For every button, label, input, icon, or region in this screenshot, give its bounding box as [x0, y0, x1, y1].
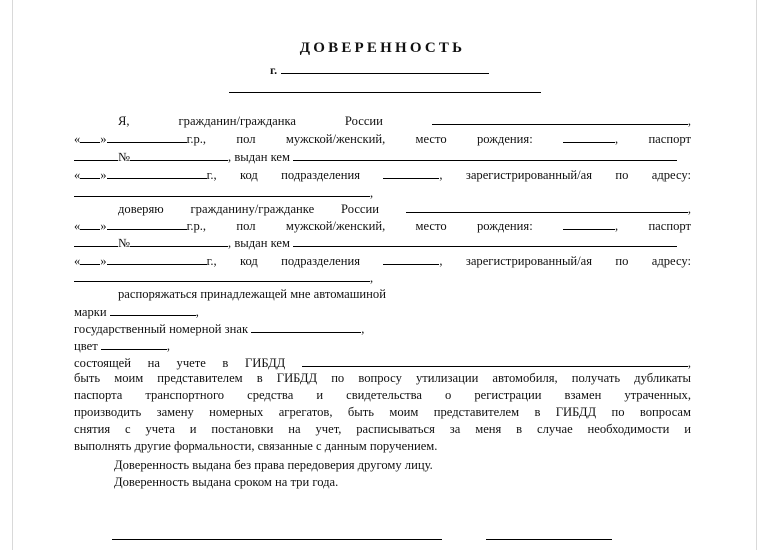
car-brand-line: марки ,: [74, 302, 691, 320]
page-right-edge: [756, 0, 757, 550]
principal-line-3: № , выдан кем: [74, 147, 691, 165]
agent-issue-month-field[interactable]: [107, 251, 207, 265]
principal-address-field[interactable]: [74, 183, 370, 197]
agent-passport-series-field[interactable]: [74, 233, 118, 247]
city-field[interactable]: [281, 62, 489, 74]
document-title: ДОВЕРЕННОСТЬ: [299, 40, 466, 56]
powers-line-5: выполнять другие формальности, связанные с данным поручением.: [74, 439, 438, 453]
city-row: [270, 62, 489, 78]
agent-line-3: № , выдан кем: [74, 233, 691, 251]
agent-name-field[interactable]: [406, 199, 688, 213]
agent-line-2: « » г.р., пол мужской/женский, место рождения: , паспорт: [74, 216, 691, 234]
principal-line-5: ,: [74, 183, 691, 201]
agent-line-5: ,: [74, 268, 691, 286]
car-brand-field[interactable]: [110, 302, 196, 316]
powers-line-2: паспорта транспортного средства и свидетельства о регистрации взамен утраченных,: [74, 388, 691, 402]
agent-birth-day-field[interactable]: [80, 216, 100, 230]
power-of-attorney-document: [74, 0, 691, 550]
powers-line-3: производить замену номерных агрегатов, быть моим представителем в ГИБДД по вопросам: [74, 405, 691, 419]
agent-line-1: доверяю гражданину/гражданке России ,: [74, 199, 691, 217]
car-registration-line: состоящей на учете в ГИБДД ,: [74, 353, 691, 371]
powers-line-1: быть моим представителем в ГИБДД по вопросу утилизации автомобиля, получать дубликаты: [74, 371, 691, 385]
agent-address-field[interactable]: [74, 268, 370, 282]
principal-issue-month-field[interactable]: [107, 165, 207, 179]
gibdd-department-field[interactable]: [302, 353, 688, 367]
principal-name-field[interactable]: [432, 111, 688, 125]
agent-passport-number-field[interactable]: [130, 233, 228, 247]
powers-paragraph: [74, 370, 691, 455]
principal-issue-day-field[interactable]: [80, 165, 100, 179]
principal-passport-series-field[interactable]: [74, 147, 118, 161]
agent-birthplace-field[interactable]: [563, 216, 615, 230]
date-field-line[interactable]: [229, 92, 541, 93]
validity-clause: Доверенность выдана сроком на три года.: [114, 475, 339, 489]
agent-birth-month-field[interactable]: [107, 216, 187, 230]
principal-passport-number-field[interactable]: [130, 147, 228, 161]
agent-issued-by-field[interactable]: [293, 233, 677, 247]
agent-line-4: « » г., код подразделения , зарегистрированный/ая по адресу:: [74, 251, 691, 269]
signature-line[interactable]: [486, 539, 612, 540]
car-color-field[interactable]: [101, 336, 167, 350]
car-plate-line: государственный номерной знак ,: [74, 319, 691, 337]
agent-issue-day-field[interactable]: [80, 251, 100, 265]
principal-birth-day-field[interactable]: [80, 129, 100, 143]
principal-line-1: Я, гражданин/гражданка России ,: [74, 111, 691, 129]
city-prefix: г.: [270, 63, 278, 77]
agent-division-code-field[interactable]: [383, 251, 439, 265]
no-delegation-clause: Доверенность выдана без права передоверия другому лицу.: [114, 458, 433, 472]
car-color-line: цвет ,: [74, 336, 691, 354]
dispose-car-line: распоряжаться принадлежащей мне автомашиной: [118, 287, 386, 301]
principal-birth-month-field[interactable]: [107, 129, 187, 143]
principal-birthplace-field[interactable]: [563, 129, 615, 143]
page-left-edge: [12, 0, 13, 550]
car-plate-field[interactable]: [251, 319, 361, 333]
principal-line-4: « » г., код подразделения , зарегистрированный/ая по адресу:: [74, 165, 691, 183]
signature-name-line[interactable]: [112, 539, 442, 540]
powers-line-4: снятия с учета и постановки на учет, расписываться за меня в случае необходимости и: [74, 422, 691, 436]
principal-issued-by-field[interactable]: [293, 147, 677, 161]
principal-line-2: « » г.р., пол мужской/женский, место рождения: , паспорт: [74, 129, 691, 147]
principal-division-code-field[interactable]: [383, 165, 439, 179]
